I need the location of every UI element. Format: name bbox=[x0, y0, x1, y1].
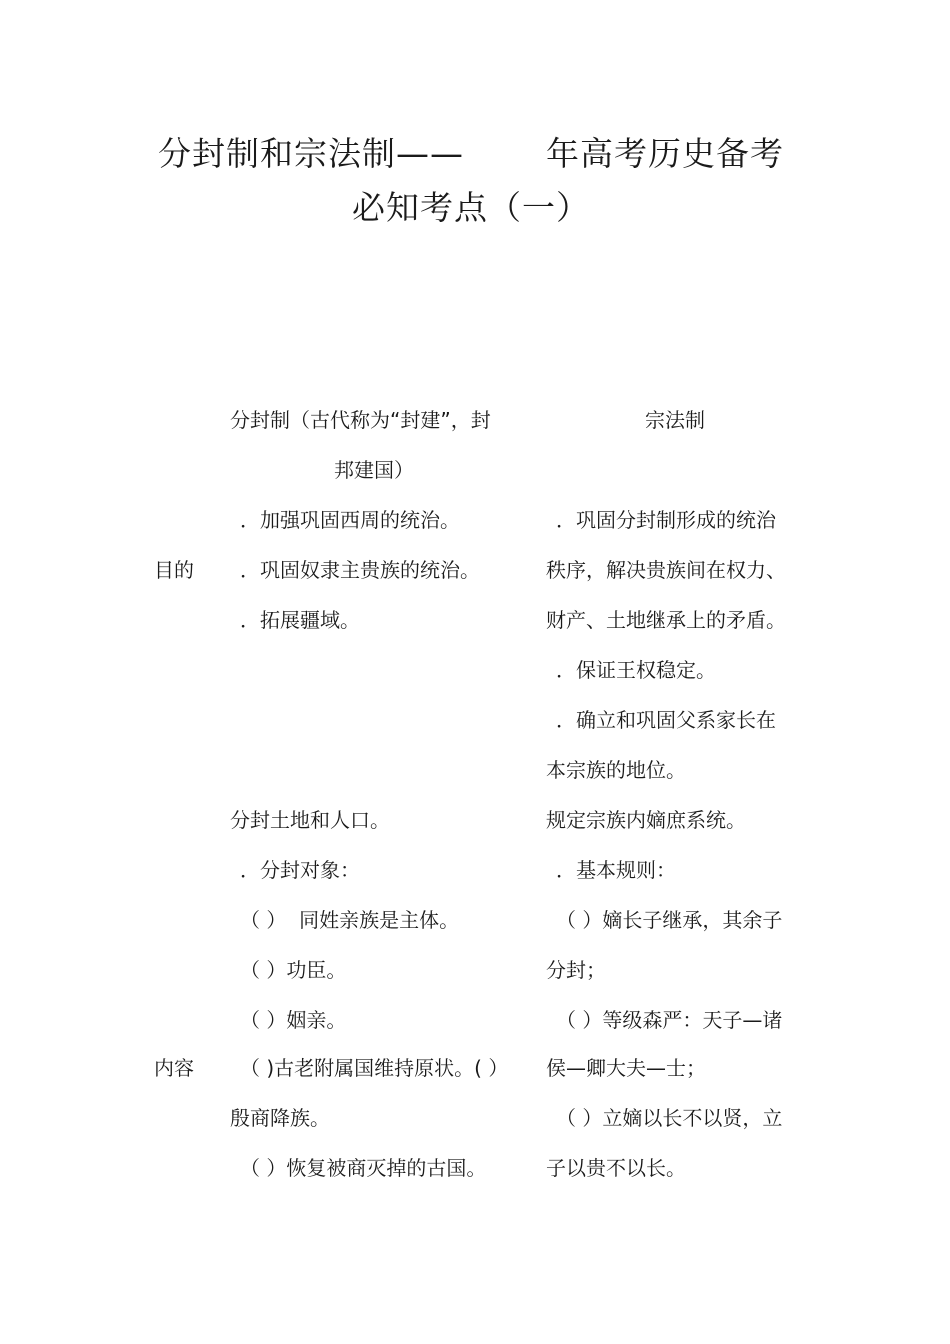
purpose-col2-line: ．巩固分封制形成的统治 bbox=[556, 508, 776, 532]
purpose-col2-line: 财产、土地继承上的矛盾。 bbox=[546, 608, 786, 632]
content-col2-line: 分封； bbox=[546, 958, 606, 982]
content-col2-line: （ ）嫡长子继承，其余子 bbox=[556, 908, 783, 932]
row-label-content: 内容 bbox=[154, 1056, 194, 1080]
title-line-1-left: 分封制和宗法制—— bbox=[158, 134, 464, 173]
purpose-col2-line: ．确立和巩固父系家长在 bbox=[556, 708, 776, 732]
content-col1-line: （ ） 同姓亲族是主体。 bbox=[240, 908, 460, 932]
title-line-2: 必知考点（一） bbox=[352, 188, 590, 227]
content-col1-line: 殷商降族。 bbox=[230, 1106, 330, 1130]
purpose-col2-line: 本宗族的地位。 bbox=[546, 758, 686, 782]
col1-header-line-2: 邦建国） bbox=[334, 458, 414, 482]
content-col1-line: （ ）恢复被商灭掉的古国。 bbox=[240, 1156, 487, 1180]
title-line-1-right: 年高考历史备考 bbox=[546, 134, 784, 173]
content-col2-line: 子以贵不以长。 bbox=[546, 1156, 686, 1180]
row-label-purpose: 目的 bbox=[154, 558, 194, 582]
content-col2-line: （ ）等级森严：天子—诸 bbox=[556, 1008, 783, 1032]
content-col2-line: （ ）立嫡以长不以贤，立 bbox=[556, 1106, 783, 1130]
content-col1-line: （ ）功臣。 bbox=[240, 958, 347, 982]
col2-header: 宗法制 bbox=[645, 408, 705, 432]
content-col2-line: 规定宗族内嫡庶系统。 bbox=[546, 808, 746, 832]
content-col1-line: ．分封对象： bbox=[240, 858, 360, 882]
purpose-col1-item: ．拓展疆域。 bbox=[240, 608, 360, 632]
col1-header-line-1: 分封制（古代称为“封建”，封 bbox=[230, 408, 491, 432]
purpose-col1-item: ．巩固奴隶主贵族的统治。 bbox=[240, 558, 480, 582]
purpose-col2-line: 秩序，解决贵族间在权力、 bbox=[546, 558, 786, 582]
content-col2-line: ．基本规则： bbox=[556, 858, 676, 882]
content-col1-line: （ )古老附属国维持原状。( ） bbox=[240, 1056, 509, 1080]
content-col1-line: （ ）姻亲。 bbox=[240, 1008, 347, 1032]
purpose-col1-item: ．加强巩固西周的统治。 bbox=[240, 508, 460, 532]
purpose-col2-line: ．保证王权稳定。 bbox=[556, 658, 716, 682]
content-col2-line: 侯—卿大夫—士； bbox=[546, 1056, 706, 1080]
content-col1-line: 分封土地和人口。 bbox=[230, 808, 390, 832]
